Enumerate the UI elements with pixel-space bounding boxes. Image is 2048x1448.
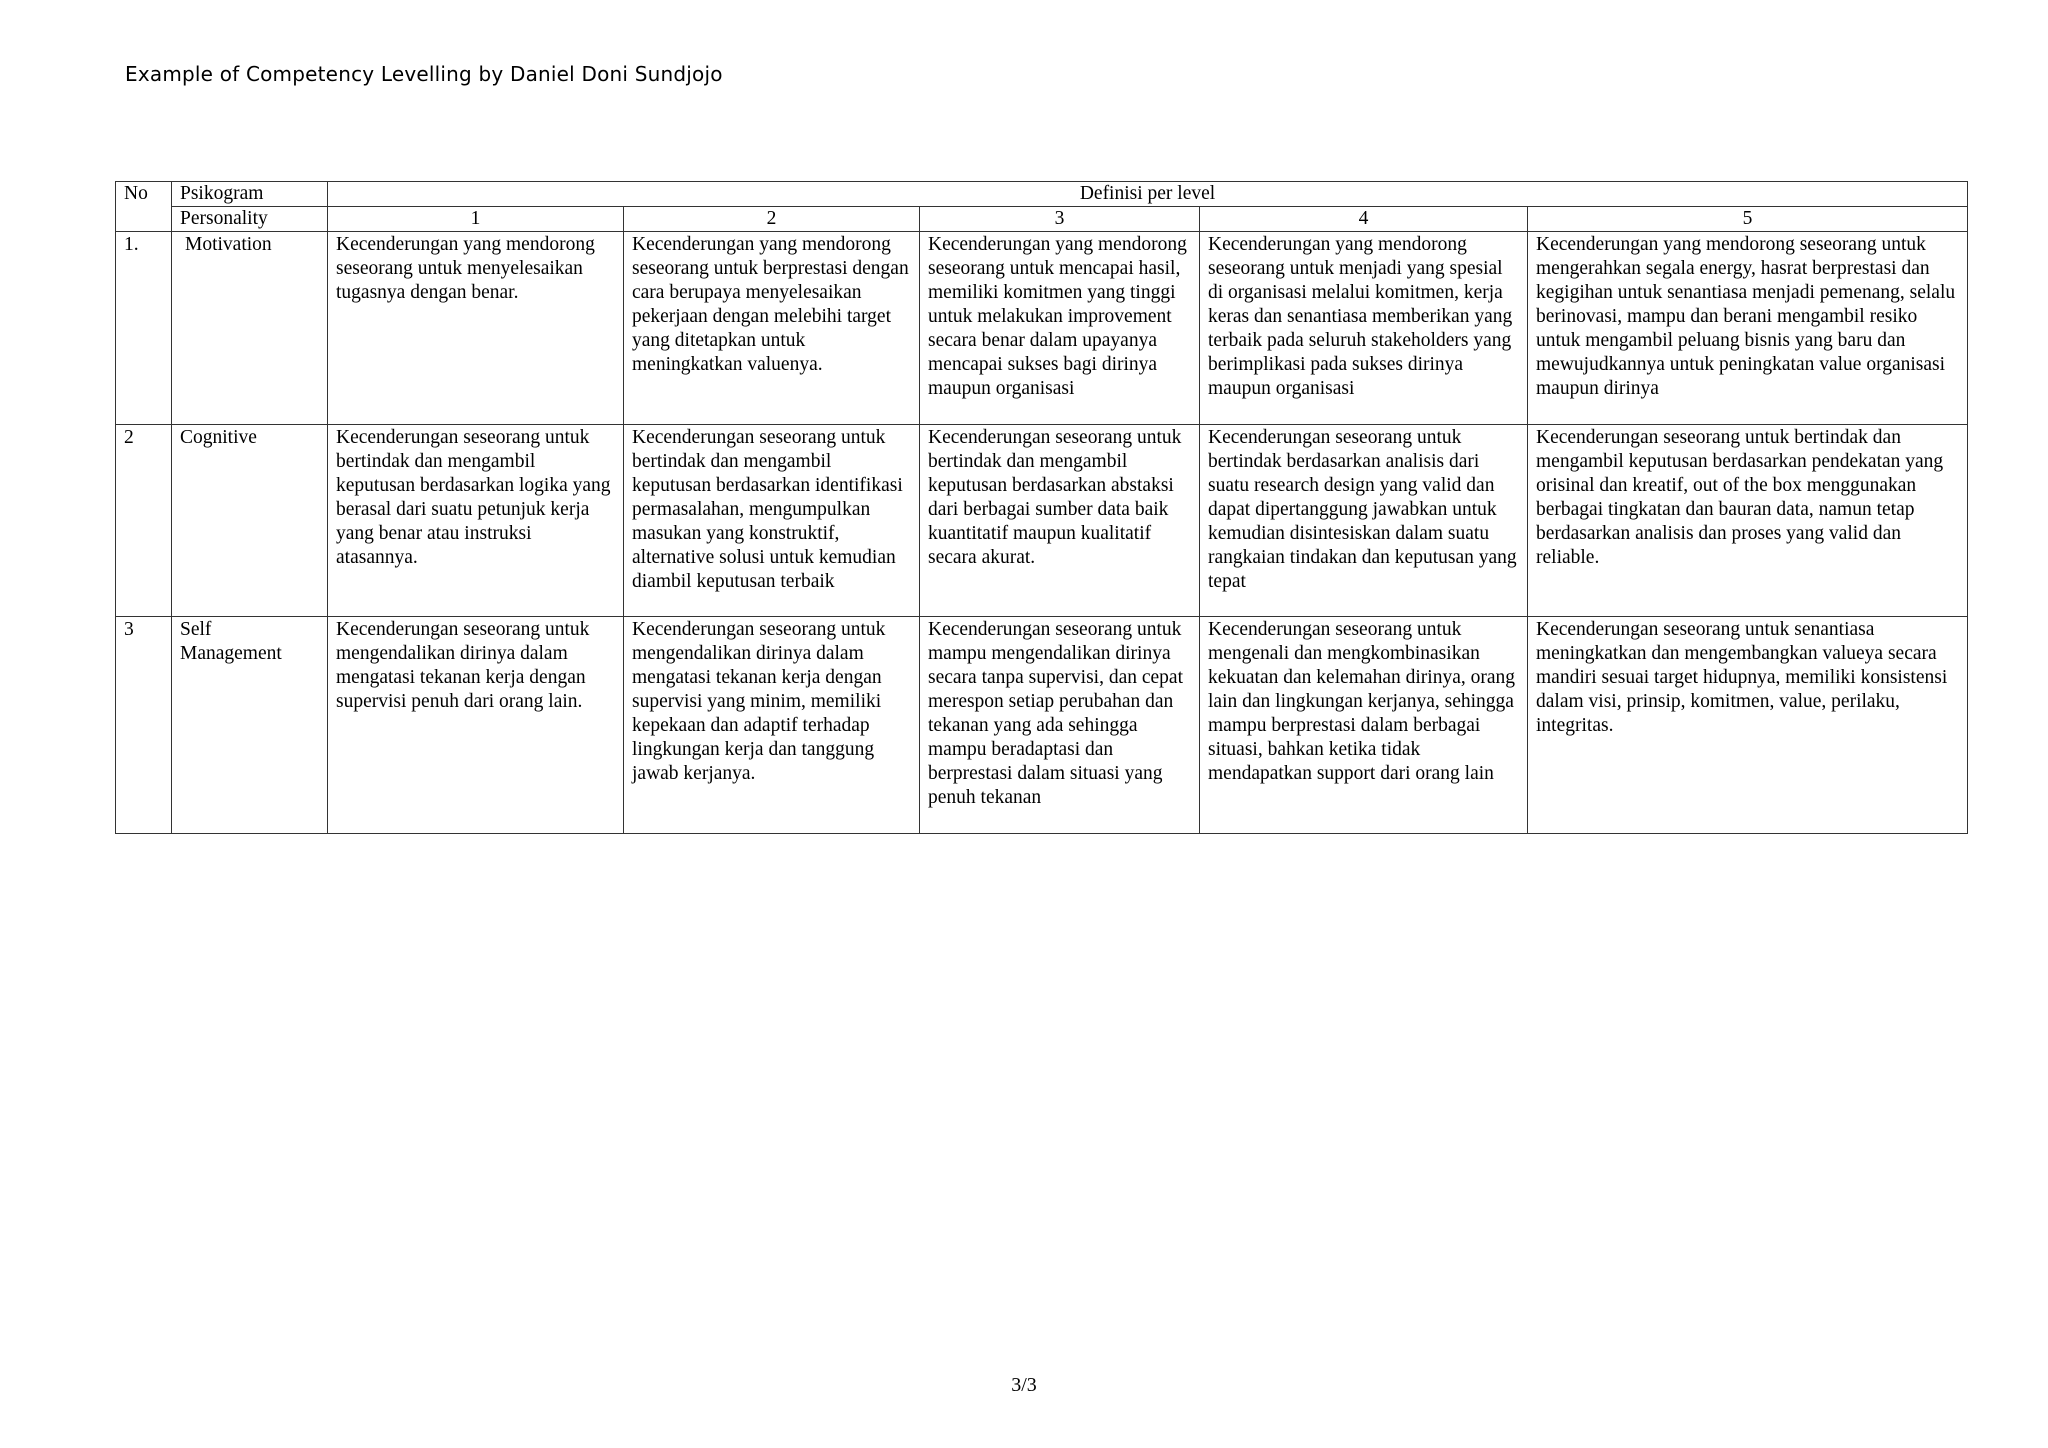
level-3-definition: Kecenderungan yang mendorong seseorang untuk mencapai hasil, memiliki komitmen yang tinggi untuk melakukan improvement secara benar dalam upayanya mencapai sukses bagi dirinya maupun organisasi bbox=[920, 232, 1200, 425]
row-psikogram-line2: Management bbox=[180, 643, 282, 664]
level-3-definition: Kecenderungan seseorang untuk mampu mengendalikan dirinya secara tanpa supervisi, dan cepat merespon setiap perubahan dan tekanan yang ada sehingga mampu beradaptasi dan berprestasi dalam situasi yang penuh tekanan bbox=[920, 617, 1200, 834]
page-header-title: Example of Competency Levelling by Daniel Doni Sundjojo bbox=[125, 62, 723, 86]
header-no: No bbox=[116, 182, 172, 232]
row-psikogram-name bbox=[172, 232, 328, 425]
row-psikogram-name: Cognitive bbox=[172, 425, 328, 617]
level-2-definition: Kecenderungan seseorang untuk bertindak dan mengambil keputusan berdasarkan identifikasi permasalahan, mengumpulkan masukan yang konstruktif, alternative solusi untuk kemudian diambil keputusan terbaik bbox=[624, 425, 920, 617]
header-personality: Personality bbox=[172, 207, 328, 232]
row-psikogram-name bbox=[172, 617, 328, 834]
row-psikogram-line1: Self bbox=[180, 619, 212, 640]
level-2-header: 2 bbox=[624, 207, 920, 232]
level-4-definition: Kecenderungan seseorang untuk bertindak berdasarkan analisis dari suatu research design yang valid dan dapat dipertanggung jawabkan untuk kemudian disintesiskan dalam suatu rangkaian tindakan dan keputusan yang tepat bbox=[1200, 425, 1528, 617]
row-number: 1. bbox=[116, 232, 172, 425]
header-row-1 bbox=[116, 182, 1968, 207]
row-number: 3 bbox=[116, 617, 172, 834]
table-row-cognitive bbox=[116, 425, 1968, 617]
level-1-header: 1 bbox=[328, 207, 624, 232]
level-4-definition: Kecenderungan seseorang untuk mengenali dan mengkombinasikan kekuatan dan kelemahan dirinya, orang lain dan lingkungan kerjanya, sehingga mampu berprestasi dalam berbagai situasi, bahkan ketika tidak mendapatkan support dari orang lain bbox=[1200, 617, 1528, 834]
row-number: 2 bbox=[116, 425, 172, 617]
level-2-definition: Kecenderungan yang mendorong seseorang untuk berprestasi dengan cara berupaya menyelesaikan pekerjaan dengan melebihi target yang ditetapkan untuk meningkatkan valuenya. bbox=[624, 232, 920, 425]
table-row-self-management bbox=[116, 617, 1968, 834]
row-psikogram-label: Motivation bbox=[185, 234, 272, 255]
header-row-2 bbox=[116, 207, 1968, 232]
competency-table bbox=[115, 181, 1968, 834]
header-definisi: Definisi per level bbox=[328, 182, 1968, 207]
level-3-definition: Kecenderungan seseorang untuk bertindak dan mengambil keputusan berdasarkan abstaksi dari berbagai sumber data baik kuantitatif maupun kualitatif secara akurat. bbox=[920, 425, 1200, 617]
table-row-motivation bbox=[116, 232, 1968, 425]
level-2-definition: Kecenderungan seseorang untuk mengendalikan dirinya dalam mengatasi tekanan kerja dengan supervisi yang minim, memiliki kepekaan dan adaptif terhadap lingkungan kerja dan tanggung jawab kerjanya. bbox=[624, 617, 920, 834]
level-5-header: 5 bbox=[1528, 207, 1968, 232]
level-3-header: 3 bbox=[920, 207, 1200, 232]
page-number: 3/3 bbox=[1011, 1374, 1037, 1396]
level-5-definition: Kecenderungan seseorang untuk senantiasa meningkatkan dan mengembangkan valueya secara mandiri sesuai target hidupnya, memiliki konsistensi dalam visi, prinsip, komitmen, value, perilaku, integritas. bbox=[1528, 617, 1968, 834]
level-4-header: 4 bbox=[1200, 207, 1528, 232]
level-1-definition: Kecenderungan seseorang untuk mengendalikan dirinya dalam mengatasi tekanan kerja dengan supervisi penuh dari orang lain. bbox=[328, 617, 624, 834]
header-psikogram-line1: Psikogram bbox=[180, 183, 264, 204]
header-psikogram bbox=[172, 182, 328, 207]
level-5-definition: Kecenderungan seseorang untuk bertindak dan mengambil keputusan berdasarkan pendekatan yang orisinal dan kreatif, out of the box menggunakan berbagai tingkatan dan bauran data, namun tetap berdasarkan analisis dan proses yang valid dan reliable. bbox=[1528, 425, 1968, 617]
level-1-definition: Kecenderungan seseorang untuk bertindak dan mengambil keputusan berdasarkan logika yang berasal dari suatu petunjuk kerja yang benar atau instruksi atasannya. bbox=[328, 425, 624, 617]
level-4-definition: Kecenderungan yang mendorong seseorang untuk menjadi yang spesial di organisasi melalui komitmen, kerja keras dan senantiasa memberikan yang terbaik pada seluruh stakeholders yang berimplikasi pada sukses dirinya maupun organisasi bbox=[1200, 232, 1528, 425]
level-5-definition: Kecenderungan yang mendorong seseorang untuk mengerahkan segala energy, hasrat berprestasi dan kegigihan untuk senantiasa menjadi pemenang, selalu berinovasi, mampu dan berani mengambil resiko untuk mengambil peluang bisnis yang baru dan mewujudkannya untuk peningkatan value organisasi maupun dirinya bbox=[1528, 232, 1968, 425]
level-1-definition: Kecenderungan yang mendorong seseorang untuk menyelesaikan tugasnya dengan benar. bbox=[328, 232, 624, 425]
